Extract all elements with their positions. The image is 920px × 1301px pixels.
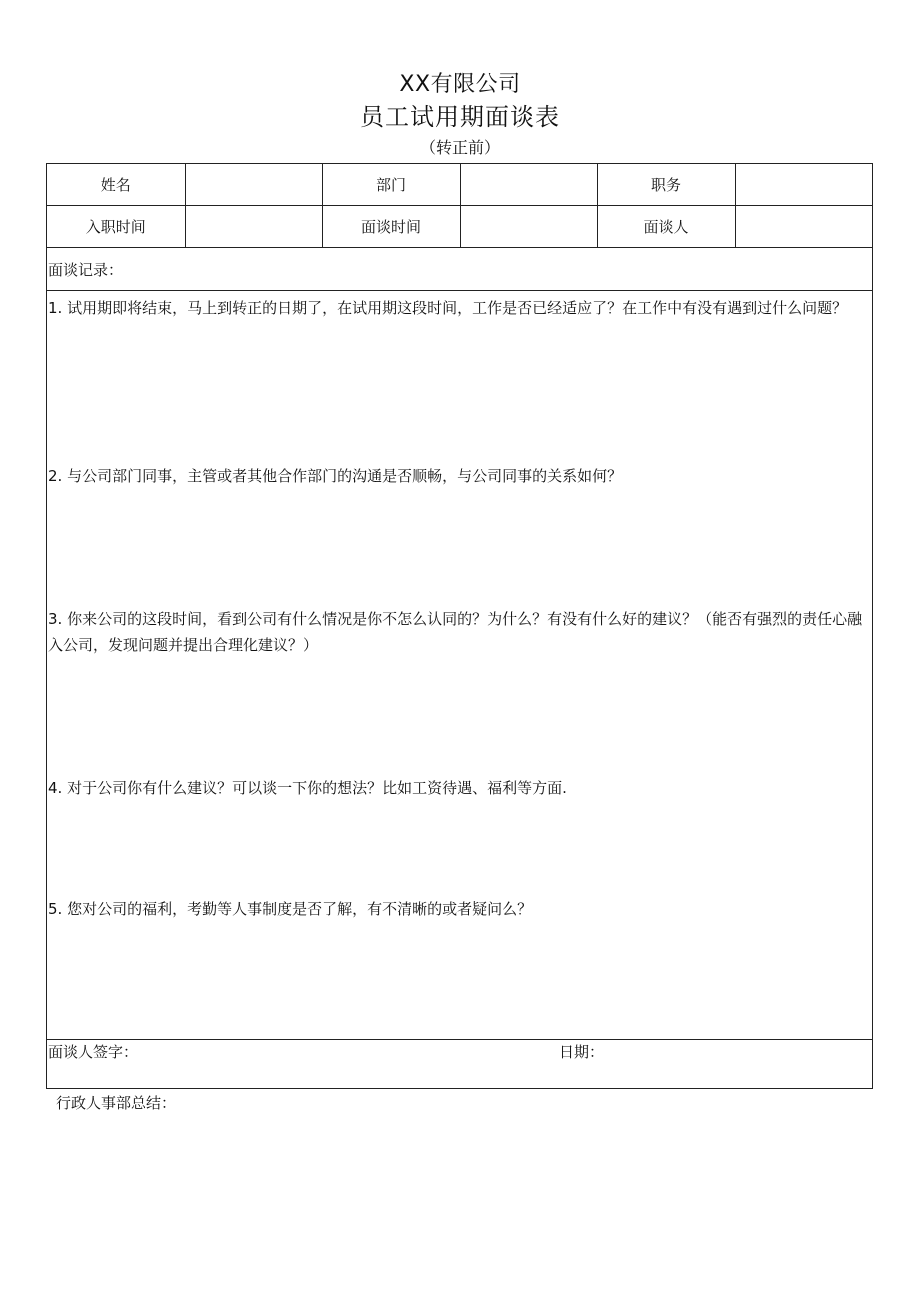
info-row-1 [47,164,872,206]
position-label: 职务 [597,164,735,206]
form-title: 员工试用期面谈表 [360,103,560,131]
hr-summary-label: 行政人事部总结： [56,1094,177,1112]
info-row-2 [47,206,872,248]
interviewer-field[interactable] [735,206,872,248]
hire-date-field[interactable] [185,206,322,248]
interviewer-signature-label: 面谈人签字： [48,1043,139,1061]
record-divider [47,290,872,291]
interview-form [46,163,873,1089]
question-3: 3. 你来公司的这段时间，看到公司有什么情况是你不怎么认同的？为什么？有没有什么好的建议？（能否有强烈的责任心融入公司，发现问题并提出合理化建议？） [48,610,863,654]
name-label: 姓名 [47,164,185,206]
signature-divider [47,1039,872,1040]
employee-info-table [47,164,872,248]
question-4: 4. 对于公司你有什么建议？可以谈一下你的想法？比如工资待遇、福利等方面. [48,779,567,797]
hire-date-label: 入职时间 [47,206,185,248]
name-field[interactable] [185,164,322,206]
question-2: 2. 与公司部门同事，主管或者其他合作部门的沟通是否顺畅，与公司同事的关系如何？ [48,467,623,485]
interview-record-label: 面谈记录： [48,261,124,279]
company-name: XX有限公司 [399,72,521,97]
department-field[interactable] [460,164,597,206]
interview-time-label: 面谈时间 [322,206,460,248]
interview-time-field[interactable] [460,206,597,248]
title-block [0,70,920,159]
position-field[interactable] [735,164,872,206]
form-subtitle: （转正前） [419,138,500,157]
interviewer-label: 面谈人 [597,206,735,248]
question-5: 5. 您对公司的福利，考勤等人事制度是否了解，有不清晰的或者疑问么？ [48,900,533,918]
question-1: 1. 试用期即将结束，马上到转正的日期了，在试用期这段时间，工作是否已经适应了？在工作中有没有遇到过什么问题？ [48,299,848,317]
date-label: 日期： [559,1043,605,1061]
department-label: 部门 [322,164,460,206]
